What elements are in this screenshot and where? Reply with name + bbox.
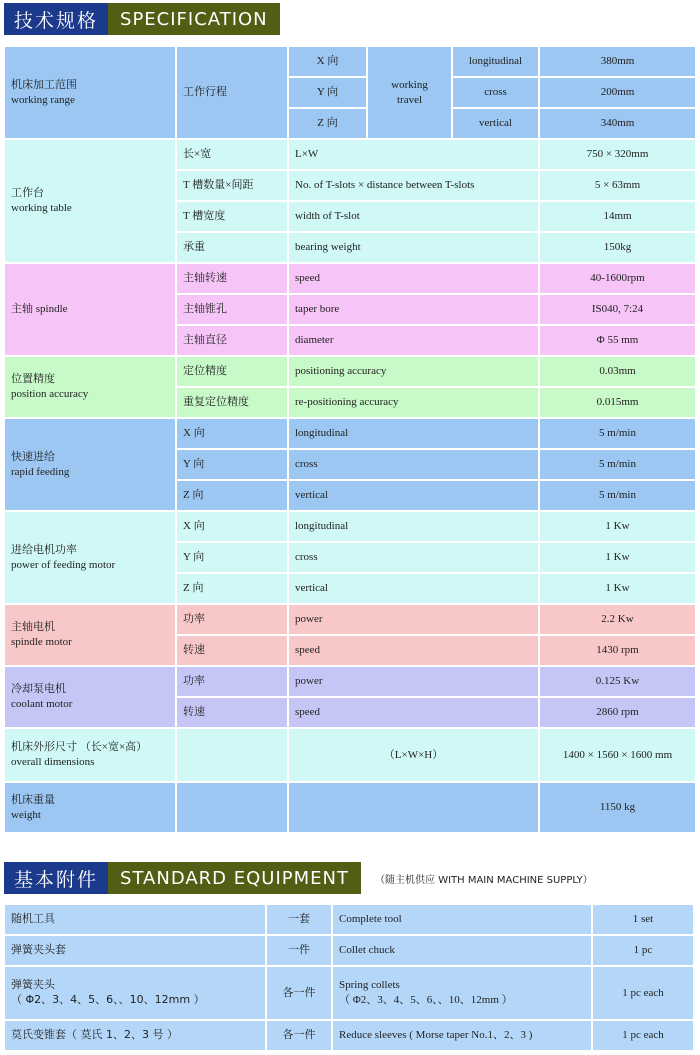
item-en: power xyxy=(289,667,538,696)
equipment-count: 1 pc each xyxy=(593,1021,693,1050)
equipment-row xyxy=(5,936,693,965)
item-en: speed xyxy=(289,698,538,727)
item-value: 5 × 63mm xyxy=(540,171,695,200)
dimensions-label: 机床外形尺寸 （长×宽×高） overall dimensions xyxy=(5,729,175,781)
item-cn: Y 向 xyxy=(177,450,287,479)
group-label: 主轴电机 spindle motor xyxy=(5,605,175,665)
spec-row xyxy=(5,512,695,541)
group-label: 工作台 working table xyxy=(5,140,175,262)
item-value: 5 m/min xyxy=(540,450,695,479)
item-en: width of T-slot xyxy=(289,202,538,231)
spec-title-en: SPECIFICATION xyxy=(108,3,280,35)
group-label: 进给电机功率 power of feeding motor xyxy=(5,512,175,603)
axis-z: Z 向 xyxy=(289,109,366,138)
item-cn: T 槽数量×间距 xyxy=(177,171,287,200)
item-cn: 承重 xyxy=(177,233,287,262)
item-cn: 重复定位精度 xyxy=(177,388,287,417)
item-value: 1 Kw xyxy=(540,512,695,541)
item-value: 1 Kw xyxy=(540,574,695,603)
spec-row xyxy=(5,419,695,448)
value-y: 200mm xyxy=(540,78,695,107)
item-cn: 功率 xyxy=(177,605,287,634)
item-en: longitudinal xyxy=(289,512,538,541)
working-travel-label: 工作行程 xyxy=(177,47,287,138)
equipment-row xyxy=(5,905,693,934)
item-en: cross xyxy=(289,450,538,479)
item-value: 0.015mm xyxy=(540,388,695,417)
equip-note: （随主机供应 WITH MAIN MACHINE SUPPLY） xyxy=(375,874,593,886)
group-label: 主轴 spindle xyxy=(5,264,175,355)
weight-value: 1150 kg xyxy=(540,783,695,832)
equipment-count: 1 pc xyxy=(593,936,693,965)
equipment-qty: 一套 xyxy=(267,905,331,934)
equipment-count: 1 set xyxy=(593,905,693,934)
item-en: positioning accuracy xyxy=(289,357,538,386)
equip-title-en: STANDARD EQUIPMENT xyxy=(108,862,361,894)
equipment-en: Collet chuck xyxy=(333,936,591,965)
item-value: 1 Kw xyxy=(540,543,695,572)
item-value: 2.2 Kw xyxy=(540,605,695,634)
item-value: 14mm xyxy=(540,202,695,231)
dir-y: cross xyxy=(453,78,538,107)
group-label: 冷却泵电机 coolant motor xyxy=(5,667,175,727)
equipment-row xyxy=(5,967,693,1019)
item-value: 750 × 320mm xyxy=(540,140,695,169)
equipment-row xyxy=(5,1021,693,1050)
item-en: speed xyxy=(289,636,538,665)
item-cn: 主轴转速 xyxy=(177,264,287,293)
travel-label: working travel xyxy=(368,47,451,138)
value-z: 340mm xyxy=(540,109,695,138)
spec-row xyxy=(5,667,695,696)
item-cn: 主轴直径 xyxy=(177,326,287,355)
item-cn: 转速 xyxy=(177,698,287,727)
item-en: diameter xyxy=(289,326,538,355)
group-label: 位置精度 position accuracy xyxy=(5,357,175,417)
equipment-qty: 一件 xyxy=(267,936,331,965)
dir-x: longitudinal xyxy=(453,47,538,76)
item-cn: Z 向 xyxy=(177,481,287,510)
item-value: 5 m/min xyxy=(540,419,695,448)
item-cn: 长×宽 xyxy=(177,140,287,169)
group-label: 快速进给 rapid feeding xyxy=(5,419,175,510)
item-cn: X 向 xyxy=(177,512,287,541)
dimensions-en: （L×W×H） xyxy=(289,729,538,781)
item-cn: 主轴锥孔 xyxy=(177,295,287,324)
axis-y: Y 向 xyxy=(289,78,366,107)
equipment-name: 弹簧夹头套 xyxy=(5,936,265,965)
weight-label: 机床重量 weight xyxy=(5,783,175,832)
item-cn: T 槽宽度 xyxy=(177,202,287,231)
equipment-name: 弹簧夹头 （ Φ2、3、4、5、6、、10、12mm ） xyxy=(5,967,265,1019)
item-en: cross xyxy=(289,543,538,572)
item-en: bearing weight xyxy=(289,233,538,262)
equipment-name: 莫氏变锥套（ 莫氏 1、2、3 号 ） xyxy=(5,1021,265,1050)
dimensions-value: 1400 × 1560 × 1600 mm xyxy=(540,729,695,781)
item-en: power xyxy=(289,605,538,634)
spec-row xyxy=(5,605,695,634)
item-en: longitudinal xyxy=(289,419,538,448)
item-value: 40-1600rpm xyxy=(540,264,695,293)
item-value: IS040, 7:24 xyxy=(540,295,695,324)
equipment-en: Spring collets （ Φ2、3、4、5、6、、10、12mm ） xyxy=(333,967,591,1019)
item-en: speed xyxy=(289,264,538,293)
equipment-table xyxy=(3,903,695,1052)
equipment-name: 随机工具 xyxy=(5,905,265,934)
spec-row xyxy=(5,140,695,169)
item-en: re-positioning accuracy xyxy=(289,388,538,417)
axis-x: X 向 xyxy=(289,47,366,76)
equip-section-title xyxy=(4,862,593,894)
item-cn: Y 向 xyxy=(177,543,287,572)
item-en: vertical xyxy=(289,481,538,510)
value-x: 380mm xyxy=(540,47,695,76)
item-value: 2860 rpm xyxy=(540,698,695,727)
equipment-qty: 各一件 xyxy=(267,967,331,1019)
equipment-en: Complete tool xyxy=(333,905,591,934)
equipment-en: Reduce sleeves ( Morse taper No.1、2、3 ) xyxy=(333,1021,591,1050)
item-cn: Z 向 xyxy=(177,574,287,603)
item-cn: X 向 xyxy=(177,419,287,448)
dir-z: vertical xyxy=(453,109,538,138)
working-range-label: 机床加工范围 working range xyxy=(5,47,175,138)
item-value: 5 m/min xyxy=(540,481,695,510)
item-value: 1430 rpm xyxy=(540,636,695,665)
equip-title-cn: 基本附件 xyxy=(4,862,108,894)
item-value: 0.125 Kw xyxy=(540,667,695,696)
spec-row xyxy=(5,357,695,386)
equipment-count: 1 pc each xyxy=(593,967,693,1019)
item-value: 0.03mm xyxy=(540,357,695,386)
item-value: Φ 55 mm xyxy=(540,326,695,355)
item-cn: 转速 xyxy=(177,636,287,665)
equipment-qty: 各一件 xyxy=(267,1021,331,1050)
item-en: vertical xyxy=(289,574,538,603)
item-value: 150kg xyxy=(540,233,695,262)
item-cn: 功率 xyxy=(177,667,287,696)
item-en: No. of T-slots × distance between T-slots xyxy=(289,171,538,200)
spec-section-title xyxy=(4,3,280,35)
spec-row xyxy=(5,264,695,293)
item-en: taper bore xyxy=(289,295,538,324)
spec-title-cn: 技术规格 xyxy=(4,3,108,35)
spec-table xyxy=(3,45,697,834)
item-en: L×W xyxy=(289,140,538,169)
item-cn: 定位精度 xyxy=(177,357,287,386)
